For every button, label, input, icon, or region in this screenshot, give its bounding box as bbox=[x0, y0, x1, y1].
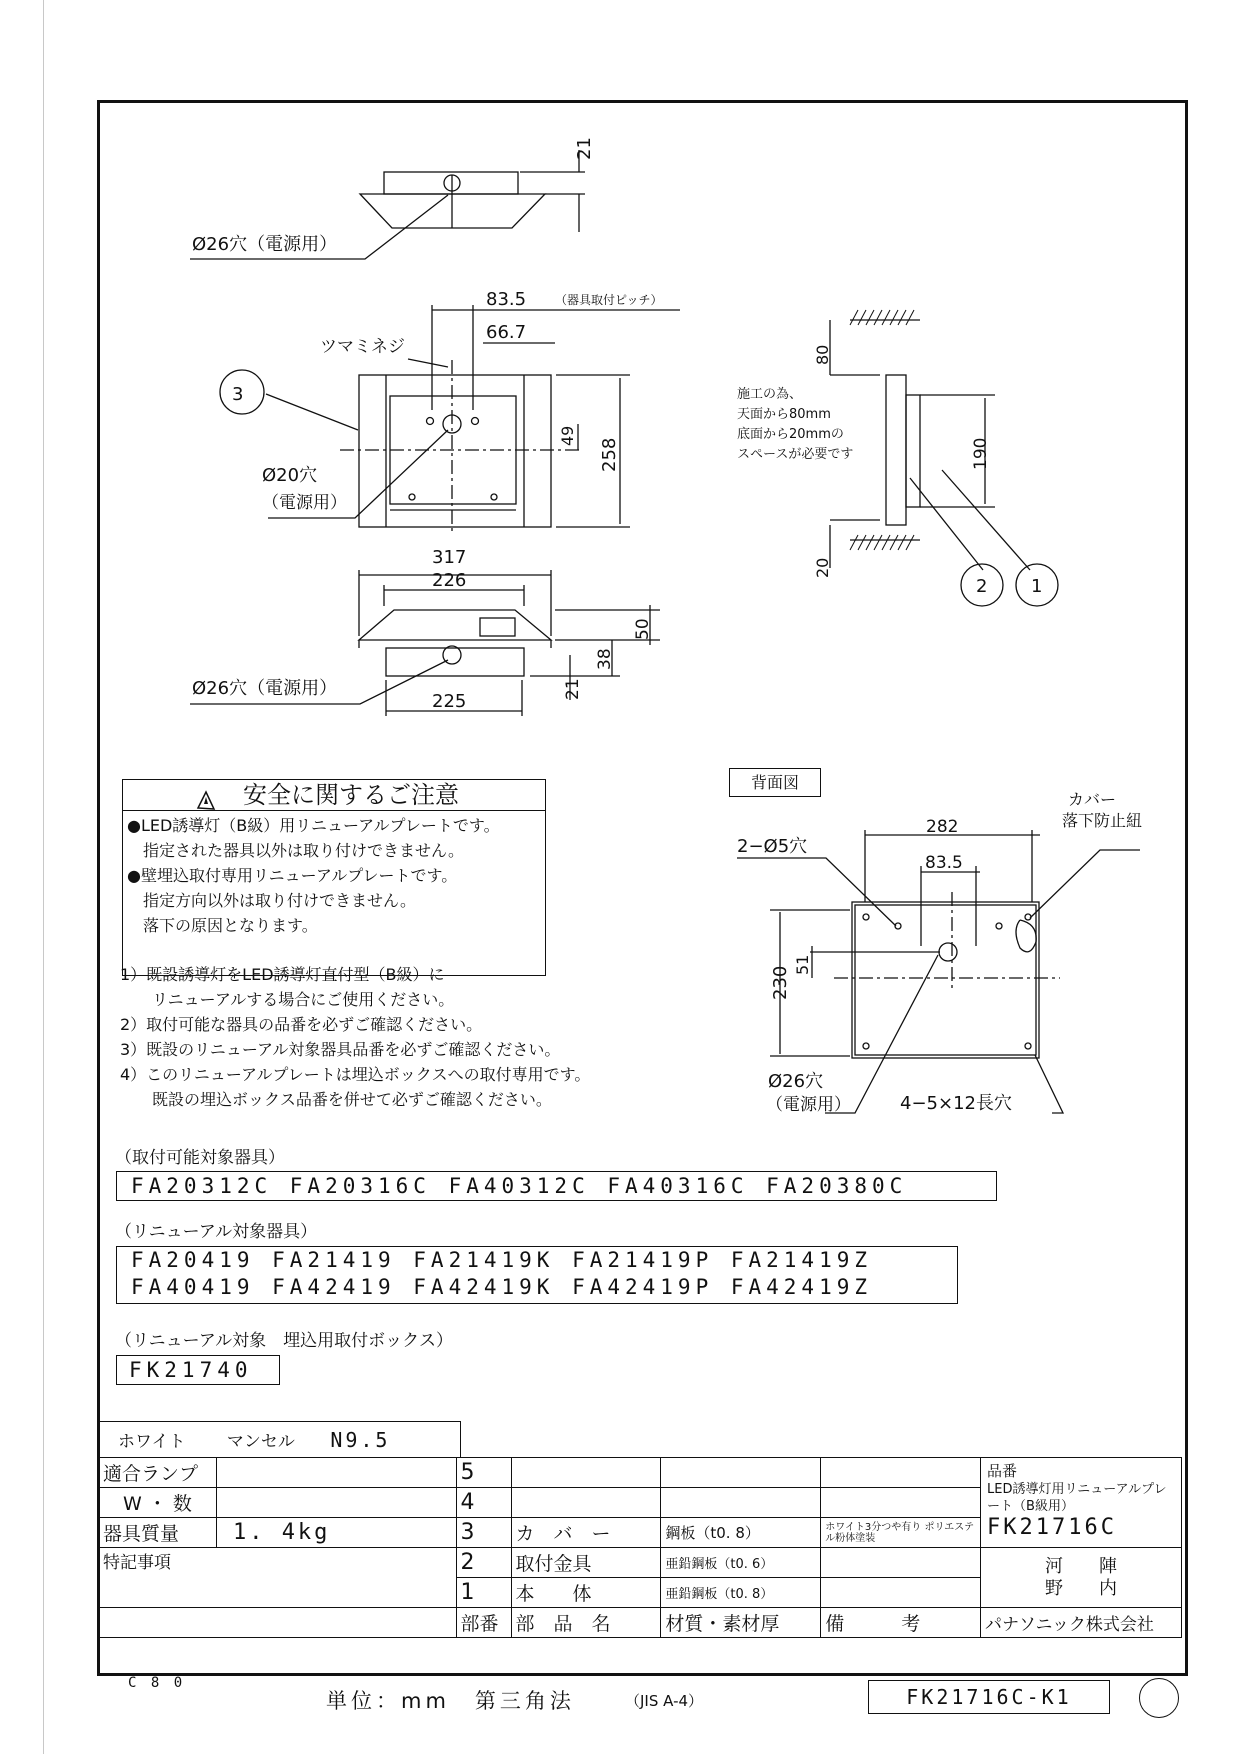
renewal-list bbox=[116, 1246, 958, 1304]
color-name: ホワイト bbox=[118, 1432, 186, 1452]
product-desc: LED誘導灯用リニューアルプレート（B級用） bbox=[987, 1482, 1167, 1514]
dim-top-21: 21 bbox=[574, 137, 595, 160]
bottom-view-body bbox=[359, 610, 551, 640]
footer-c80: C 8 0 bbox=[128, 1675, 186, 1691]
balloon-3-label: 3 bbox=[232, 384, 244, 405]
company: パナソニック株式会社 bbox=[981, 1608, 1182, 1638]
tsumami-label: ツマミネジ bbox=[320, 337, 405, 357]
cover-label-2: 落下防止紐 bbox=[1062, 811, 1143, 830]
caution-line: 落下の原因となります。 bbox=[127, 916, 318, 935]
hole20-note: （電源用） bbox=[262, 493, 347, 513]
dim-38: 38 bbox=[595, 648, 615, 670]
head-note: 備 考 bbox=[821, 1608, 981, 1638]
part-name bbox=[511, 1458, 661, 1488]
back-view-title: 背面図 bbox=[729, 768, 821, 797]
renewal-heading: （リニューアル対象器具） bbox=[115, 1222, 318, 1242]
space-note-1: 施工の為、 bbox=[737, 387, 803, 402]
signature-2: 野 内 bbox=[1045, 1577, 1118, 1599]
product-code: FK21716C bbox=[987, 1515, 1118, 1540]
caution-line: 指定された器具以外は取り付けできません。 bbox=[127, 841, 464, 860]
part-no: 5 bbox=[456, 1458, 511, 1488]
part-note bbox=[821, 1488, 981, 1518]
box-value: FK21740 bbox=[116, 1355, 280, 1385]
note-item: 3）既設のリニューアル対象器具品番を必ずご確認ください。 bbox=[120, 1040, 561, 1059]
dim-21-bottom: 21 bbox=[563, 678, 583, 700]
caution-line: ●LED誘導灯（B級）用リニューアルプレートです。 bbox=[127, 816, 500, 835]
caution-box bbox=[122, 779, 546, 976]
balloon-1-label: 1 bbox=[1031, 576, 1043, 597]
doc-number: FK21716C-K1 bbox=[868, 1680, 1110, 1714]
revision-circle bbox=[1139, 1678, 1179, 1718]
dim-258: 258 bbox=[599, 437, 620, 472]
part-note bbox=[821, 1458, 981, 1488]
note-item: 1）既設誘導灯をLED誘導灯直付型（B級）に bbox=[120, 965, 445, 984]
mass-label: 器具質量 bbox=[99, 1518, 217, 1548]
hole20-label: Ø20穴 bbox=[262, 465, 318, 486]
dim-230: 230 bbox=[770, 965, 791, 1000]
pitch-note: （器具取付ピッチ） bbox=[555, 293, 663, 307]
cover-label-1: カバー bbox=[1068, 790, 1117, 809]
w-label: W ・ 数 bbox=[99, 1488, 217, 1518]
part-no: 1 bbox=[456, 1578, 511, 1608]
product-cell bbox=[981, 1458, 1182, 1548]
caution-line: ●壁埋込取付専用リニューアルプレートです。 bbox=[127, 866, 458, 885]
caution-line: 指定方向以外は取り付けできません。 bbox=[127, 891, 416, 910]
part-note bbox=[821, 1578, 981, 1608]
signature-1: 河 陣 bbox=[1045, 1555, 1118, 1577]
dim-back-83-5: 83.5 bbox=[925, 853, 963, 873]
compatible-list: FA20312C FA20316C FA40312C FA40316C FA20380C bbox=[116, 1171, 997, 1201]
renewal-line-1: FA20419 FA21419 FA21419K FA21419P FA21419Z bbox=[131, 1248, 873, 1272]
w-value bbox=[216, 1488, 456, 1518]
dim-226: 226 bbox=[432, 570, 467, 591]
part-material: 鋼板（t0. 8） bbox=[661, 1518, 821, 1548]
part-no: 3 bbox=[456, 1518, 511, 1548]
mass-value: 1. 4kg bbox=[216, 1518, 456, 1548]
dim-225: 225 bbox=[432, 691, 467, 712]
slot-label: 4−5×12長穴 bbox=[900, 1093, 1012, 1114]
part-material bbox=[661, 1488, 821, 1518]
note-item: 2）取付可能な器具の品番を必ずご確認ください。 bbox=[120, 1015, 483, 1034]
part-material: 亜鉛鋼板（t0. 6） bbox=[661, 1548, 821, 1578]
dim-51: 51 bbox=[793, 954, 812, 975]
part-material bbox=[661, 1458, 821, 1488]
space-note-2: 天面から80mm bbox=[737, 407, 831, 422]
dim-side-80: 80 bbox=[813, 344, 832, 365]
dim-50: 50 bbox=[633, 618, 653, 640]
back-hole26-note: （電源用） bbox=[766, 1095, 851, 1115]
title-block bbox=[98, 1457, 1182, 1638]
lamp-value bbox=[216, 1458, 456, 1488]
part-note bbox=[821, 1548, 981, 1578]
bottom-view-box bbox=[386, 648, 524, 676]
dim-side-190: 190 bbox=[971, 437, 991, 470]
footer-standard: （JIS A-4） bbox=[625, 1692, 704, 1710]
part-material: 亜鉛鋼板（t0. 8） bbox=[661, 1578, 821, 1608]
munsell-label: マンセル bbox=[226, 1432, 295, 1452]
part-no: 4 bbox=[456, 1488, 511, 1518]
part-name: 取付金具 bbox=[511, 1548, 661, 1578]
part-no: 2 bbox=[456, 1548, 511, 1578]
footer-unit: 単位：mm 第三角法 bbox=[326, 1689, 575, 1713]
dim-83-5: 83.5 bbox=[486, 289, 527, 310]
part-name: 本 体 bbox=[511, 1578, 661, 1608]
caution-title bbox=[123, 780, 545, 811]
renewal-line-2: FA40419 FA42419 FA42419K FA42419P FA42419Z bbox=[131, 1275, 873, 1299]
signature-cell bbox=[981, 1548, 1182, 1608]
part-name: カ バ ー bbox=[511, 1518, 661, 1548]
head-material: 材質・素材厚 bbox=[661, 1608, 821, 1638]
space-note-3: 底面から20mmの bbox=[737, 427, 844, 442]
caution-title-text: 安全に関するご注意 bbox=[243, 781, 459, 809]
head-no: 部番 bbox=[456, 1608, 511, 1638]
product-label: 品番 bbox=[987, 1462, 1018, 1480]
munsell-value: N9.5 bbox=[330, 1428, 391, 1452]
blank-cell bbox=[99, 1608, 457, 1638]
dim-side-20: 20 bbox=[813, 557, 832, 578]
compatible-heading: （取付可能対象器具） bbox=[115, 1148, 285, 1168]
space-note-4: スペースが必要です bbox=[737, 447, 854, 462]
hole26-top-label: Ø26穴（電源用） bbox=[192, 234, 338, 255]
box-heading: （リニューアル対象 埋込用取付ボックス） bbox=[115, 1331, 453, 1351]
part-name bbox=[511, 1488, 661, 1518]
back-hole26: Ø26穴 bbox=[768, 1071, 824, 1092]
dim-317: 317 bbox=[432, 547, 467, 568]
dim-49: 49 bbox=[558, 425, 577, 446]
dim-66-7: 66.7 bbox=[486, 322, 527, 343]
hole26-bottom-label: Ø26穴（電源用） bbox=[192, 678, 338, 699]
dim-282: 282 bbox=[926, 817, 959, 837]
holes-5: 2−Ø5穴 bbox=[737, 836, 808, 857]
side-view-body bbox=[886, 375, 906, 525]
notes-list bbox=[120, 962, 590, 1112]
part-note: ホワイト3分つや有り ポリエステル粉体塗装 bbox=[821, 1518, 981, 1548]
balloon-2-label: 2 bbox=[976, 576, 988, 597]
color-spec bbox=[100, 1421, 461, 1458]
head-part: 部 品 名 bbox=[511, 1608, 661, 1638]
note-item: リニューアルする場合にご使用ください。 bbox=[120, 990, 455, 1009]
note-item: 既設の埋込ボックス品番を併せて必ずご確認ください。 bbox=[120, 1090, 552, 1109]
special-label: 特記事項 bbox=[99, 1548, 457, 1608]
lamp-label: 適合ランプ bbox=[99, 1458, 217, 1488]
note-item: 4）このリニューアルプレートは埋込ボックスへの取付専用です。 bbox=[120, 1065, 591, 1084]
back-view-body bbox=[852, 902, 1039, 1058]
